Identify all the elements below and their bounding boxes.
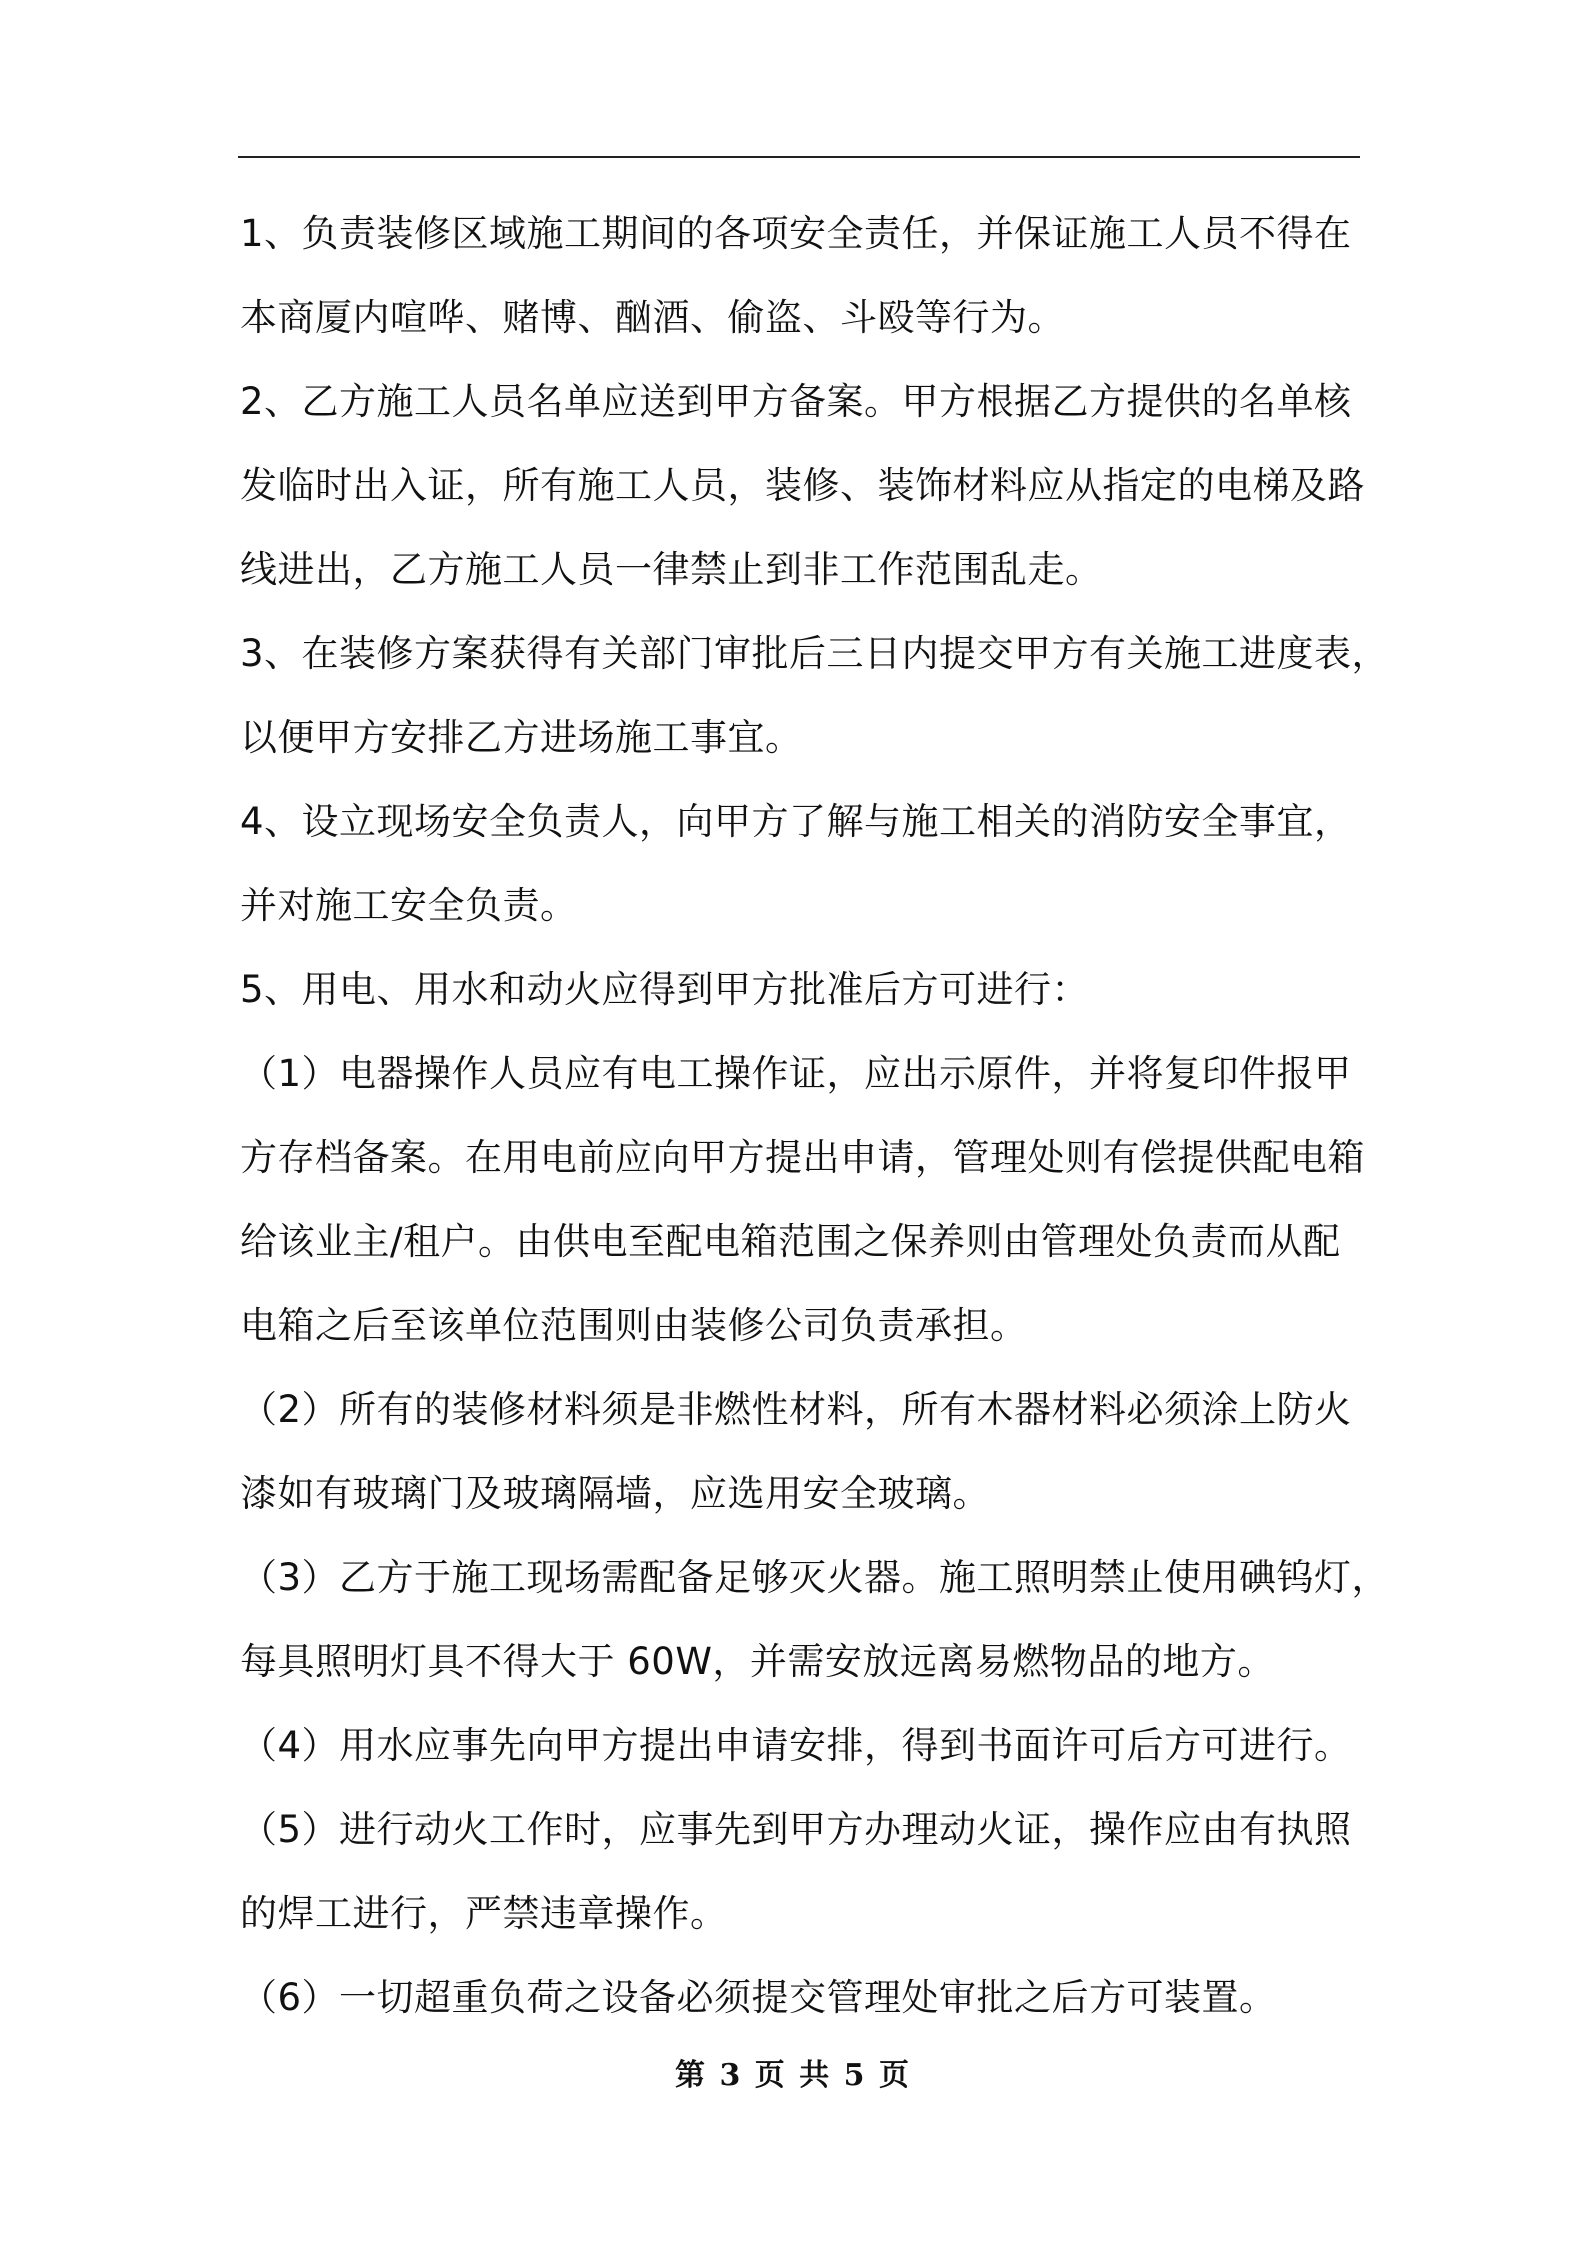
text-line: 发临时出入证，所有施工人员，装修、装饰材料应从指定的电梯及路 bbox=[240, 464, 1365, 507]
text-line: 线进出，乙方施工人员一律禁止到非工作范围乱走。 bbox=[240, 548, 1103, 591]
text-line: 方存档备案。在用电前应向甲方提出申请，管理处则有偿提供配电箱 bbox=[240, 1136, 1365, 1179]
text-line: （2）所有的装修材料须是非燃性材料，所有木器材料必须涂上防火 bbox=[240, 1388, 1352, 1431]
text-line: 的焊工进行，严禁违章操作。 bbox=[240, 1892, 728, 1935]
text-line: 电箱之后至该单位范围则由装修公司负责承担。 bbox=[240, 1304, 1028, 1347]
text-line: （6）一切超重负荷之设备必须提交管理处审批之后方可装置。 bbox=[240, 1976, 1277, 2019]
text-line: 漆如有玻璃门及玻璃隔墙，应选用安全玻璃。 bbox=[240, 1472, 990, 1515]
text-line: 5、用电、用水和动火应得到甲方批准后方可进行： bbox=[240, 968, 1090, 1011]
text-line: （1）电器操作人员应有电工操作证，应出示原件，并将复印件报甲 bbox=[240, 1052, 1352, 1095]
text-line: 本商厦内喧哗、赌博、酗酒、偷盗、斗殴等行为。 bbox=[240, 296, 1065, 339]
text-line: 并对施工安全负责。 bbox=[240, 884, 578, 927]
text-line: 4、设立现场安全负责人，向甲方了解与施工相关的消防安全事宜， bbox=[240, 800, 1352, 843]
text-line: （3）乙方于施工现场需配备足够灭火器。施工照明禁止使用碘钨灯， bbox=[240, 1556, 1390, 1599]
text-line: 以便甲方安排乙方进场施工事宜。 bbox=[240, 716, 803, 759]
header-rule bbox=[238, 156, 1360, 158]
page-number-footer: 第 3 页 共 5 页 bbox=[675, 2058, 911, 2093]
text-line: 给该业主/租户。由供电至配电箱范围之保养则由管理处负责而从配 bbox=[240, 1220, 1341, 1263]
text-line: （4）用水应事先向甲方提出申请安排，得到书面许可后方可进行。 bbox=[240, 1724, 1352, 1767]
text-line: （5）进行动火工作时，应事先到甲方办理动火证，操作应由有执照 bbox=[240, 1808, 1352, 1851]
text-line: 每具照明灯具不得大于 60W，并需安放远离易燃物品的地方。 bbox=[240, 1640, 1275, 1683]
text-line: 3、在装修方案获得有关部门审批后三日内提交甲方有关施工进度表， bbox=[240, 632, 1390, 675]
text-line: 2、乙方施工人员名单应送到甲方备案。甲方根据乙方提供的名单核 bbox=[240, 380, 1352, 423]
document-body bbox=[240, 192, 1390, 2040]
text-line: 1、负责装修区域施工期间的各项安全责任，并保证施工人员不得在 bbox=[240, 212, 1352, 255]
